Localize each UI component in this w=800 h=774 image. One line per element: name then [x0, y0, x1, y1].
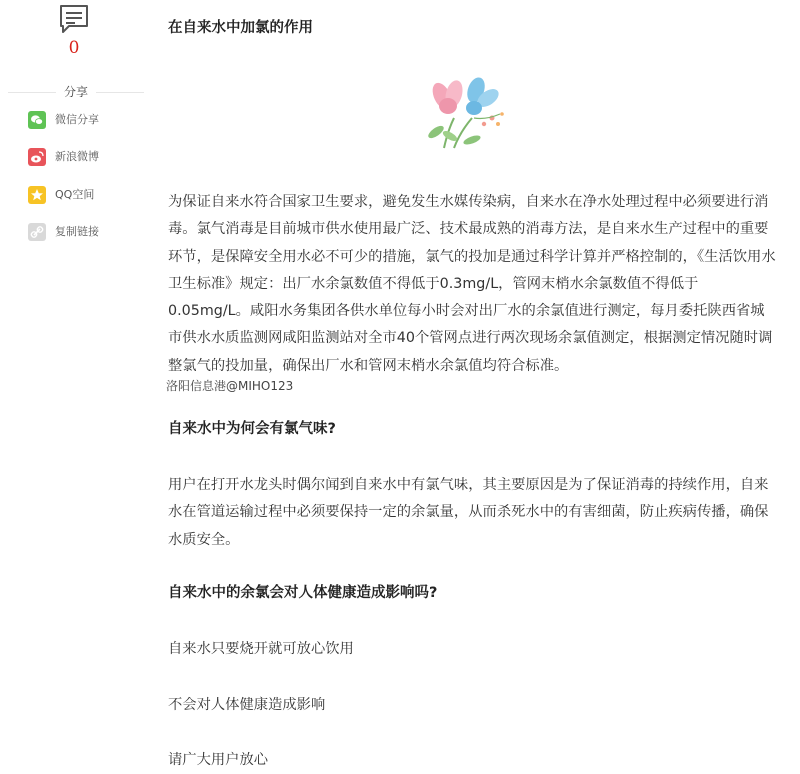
- share-header: [8, 84, 144, 98]
- copy-link-label: 复制链接: [55, 225, 99, 238]
- link-icon: [28, 223, 46, 241]
- comment-button[interactable]: [57, 4, 91, 36]
- share-sidebar: [0, 0, 150, 774]
- qzone-icon: [28, 186, 46, 204]
- article-paragraph-2: 用户在打开水龙头时偶尔闻到自来水中有氯气味，其主要原因是为了保证消毒的持续作用，自来水在管道运输过程中必须要保持一定的余氯量，从而杀死水中的有害细菌，防止疾病传播，确保水质安全。: [168, 477, 769, 548]
- article-heading-health-impact: 自来水中的余氯会对人体健康造成影响吗?: [168, 585, 438, 601]
- copy-link-button[interactable]: [28, 222, 138, 242]
- source-watermark: 洛阳信息港@MIHO123: [166, 379, 294, 393]
- article-line-no-harm: 不会对人体健康造成影响: [168, 697, 326, 713]
- wechat-icon: [28, 111, 46, 129]
- share-wechat-label: 微信分享: [55, 113, 99, 126]
- article-paragraph-1: 为保证自来水符合国家卫生要求，避免发生水媒传染病，自来水在净水处理过程中必须要进行消毒。氯气消毒是目前城市供水使用最广泛、技术最成熟的消毒方法，是自来水生产过程中的重要环节，是保障安全用水必不可少的措施，氯气的投加是通过科学计算并严格控制的，《生活饮用水卫生标准》规定：出厂水余氯数值不得低于0.3mg/L，管网末梢水余氯数值不得低于0.05mg/L。咸阳水务集团各供水单位每小时会对出厂水的余氯值进行测定，每月委托陕西省城市供水水质监测网咸阳监测站对全市40个管网点进行两次现场余氯值测定，根据测定情况随时调整氯气的投加量，确保出厂水和管网末梢水余氯值均符合标准。: [168, 194, 776, 374]
- comment-icon: [57, 4, 91, 36]
- share-weibo-label: 新浪微博: [55, 150, 99, 163]
- article-line-boil: 自来水只要烧开就可放心饮用: [168, 641, 354, 657]
- flower-illustration: [414, 74, 508, 152]
- article-heading-chlorine-role: 在自来水中加氯的作用: [168, 20, 313, 36]
- share-qzone-label: QQ空间: [55, 188, 95, 201]
- article-line-reassure: 请广大用户放心: [168, 752, 269, 768]
- share-qzone-button[interactable]: [28, 185, 138, 205]
- comment-count: 0: [68, 38, 80, 58]
- share-header-label: 分享: [56, 84, 96, 100]
- share-weibo-button[interactable]: [28, 147, 138, 167]
- article-heading-chlorine-smell: 自来水中为何会有氯气味?: [168, 421, 336, 437]
- weibo-icon: [28, 148, 46, 166]
- share-wechat-button[interactable]: [28, 110, 138, 130]
